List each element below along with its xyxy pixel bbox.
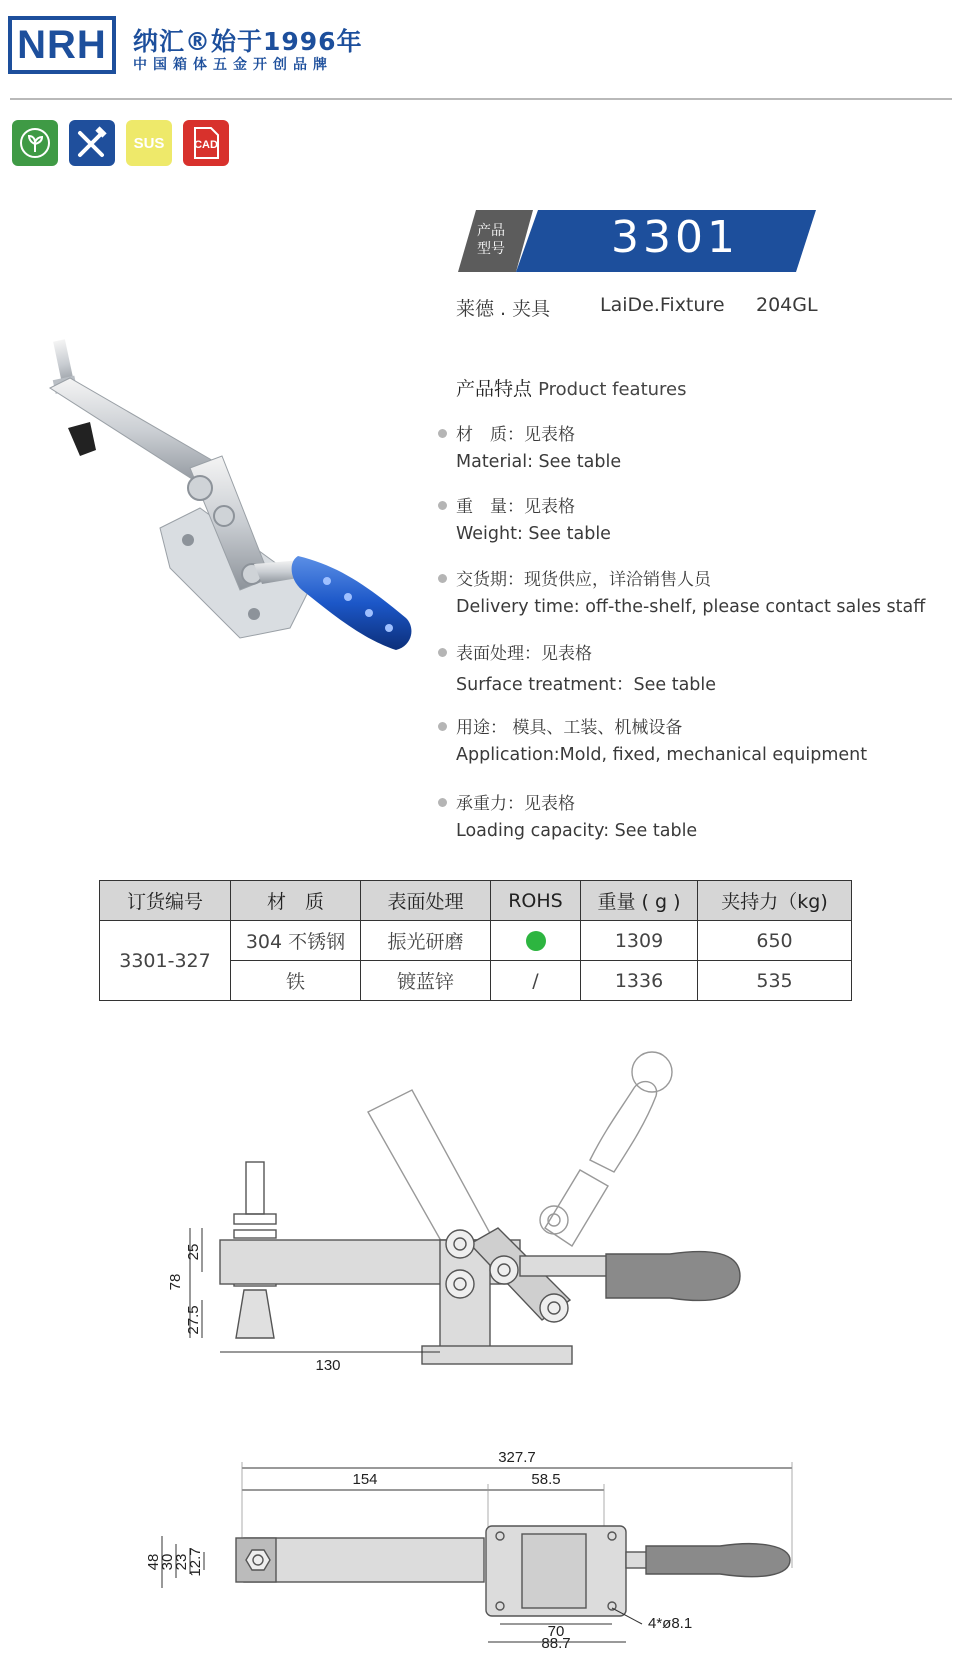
header-divider — [10, 98, 952, 100]
dim-right-length: 58.5 — [531, 1471, 561, 1488]
dim-width-23: 23 — [173, 1553, 190, 1571]
feature-cn: 表面处理：见表格 — [456, 644, 592, 664]
eco-icon — [12, 120, 58, 166]
bullet-icon — [438, 429, 447, 438]
bullet-icon — [438, 501, 447, 510]
dim-width-30: 30 — [159, 1553, 176, 1571]
dim-width-12-7: 12.7 — [187, 1547, 204, 1577]
feature-en: Weight: See table — [456, 524, 611, 544]
model-number: 3301 — [611, 212, 739, 263]
force-cell: 650 — [698, 921, 852, 961]
feature-en: Loading capacity: See table — [456, 821, 698, 841]
features-title: 产品特点 Product features — [456, 378, 687, 400]
force-cell: 535 — [698, 961, 852, 1001]
brand-title: 纳汇®始于1996年 — [133, 27, 363, 56]
feature-cn: 重 量：见表格 — [456, 497, 575, 517]
feature-en: Surface treatment：See table — [456, 675, 717, 695]
rohs-compliant-icon — [526, 931, 546, 951]
material-cell: 304 不锈钢 — [231, 921, 361, 961]
feature-en: Application:Mold, fixed, mechanical equipment — [456, 745, 868, 765]
header-cell: 夹持力（kg) — [698, 881, 852, 921]
sus-icon: SUS — [126, 120, 172, 166]
header-cell: 材 质 — [231, 881, 361, 921]
feature-cn: 承重力：见表格 — [456, 794, 575, 814]
svg-text:CAD: CAD — [194, 139, 218, 151]
weight-cell: 1309 — [581, 921, 698, 961]
model-label: 产品 型号 — [477, 223, 505, 257]
dim-length: 130 — [315, 1357, 341, 1374]
order-number-cell: 3301-327 — [100, 921, 231, 1001]
finish-cell: 振光研磨 — [361, 921, 491, 961]
product-photo — [40, 338, 440, 718]
header-cell: 重量 ( g ) — [581, 881, 698, 921]
cad-icon — [183, 120, 229, 166]
bullet-icon — [438, 574, 447, 583]
rohs-cell: / — [491, 961, 581, 1001]
feature-cn: 交货期：现货供应，详洽销售人员 — [456, 570, 711, 590]
dim-base-width: 88.7 — [541, 1635, 571, 1652]
dim-total-length: 327.7 — [498, 1449, 536, 1466]
header-cell: 表面处理 — [361, 881, 491, 921]
header-cell: 订货编号 — [100, 881, 231, 921]
dim-holes: 4*ø8.1 — [648, 1615, 693, 1632]
material-cell: 铁 — [231, 961, 361, 1001]
feature-en: Delivery time: off-the-shelf, please contact sales staff — [456, 597, 926, 617]
table-header-row — [100, 881, 852, 921]
finish-cell: 镀蓝锌 — [361, 961, 491, 1001]
bullet-icon — [438, 798, 447, 807]
feature-cn: 材 质：见表格 — [456, 425, 575, 445]
dim-width-48: 48 — [145, 1553, 162, 1571]
logo-text: NRH — [17, 22, 107, 67]
brand-logo — [8, 16, 116, 74]
brand-subtitle: 中国箱体五金开创品牌 — [133, 57, 333, 73]
dim-height-bottom: 27.5 — [185, 1305, 202, 1335]
product-code: 204GL — [756, 294, 818, 316]
dim-left-length: 154 — [352, 1471, 378, 1488]
feature-en: Material: See table — [456, 452, 622, 472]
bullet-icon — [438, 722, 447, 731]
product-name-cn: 莱德 . 夹具 — [456, 298, 551, 320]
top-view-drawing — [145, 1448, 830, 1652]
feature-cn: 用途： 模具、工装、机械设备 — [456, 718, 683, 738]
spec-table — [99, 880, 852, 1001]
header-cell: ROHS — [491, 881, 581, 921]
table-row — [100, 921, 852, 961]
dim-hole-pitch: 70 — [547, 1623, 565, 1640]
product-name-en: LaiDe.Fixture — [600, 294, 725, 316]
side-view-drawing — [150, 1030, 830, 1410]
tools-icon — [69, 120, 115, 166]
rohs-cell — [491, 921, 581, 961]
weight-cell: 1336 — [581, 961, 698, 1001]
bullet-icon — [438, 648, 447, 657]
dim-height-top: 25 — [185, 1243, 202, 1261]
dim-height-total: 78 — [167, 1273, 184, 1291]
